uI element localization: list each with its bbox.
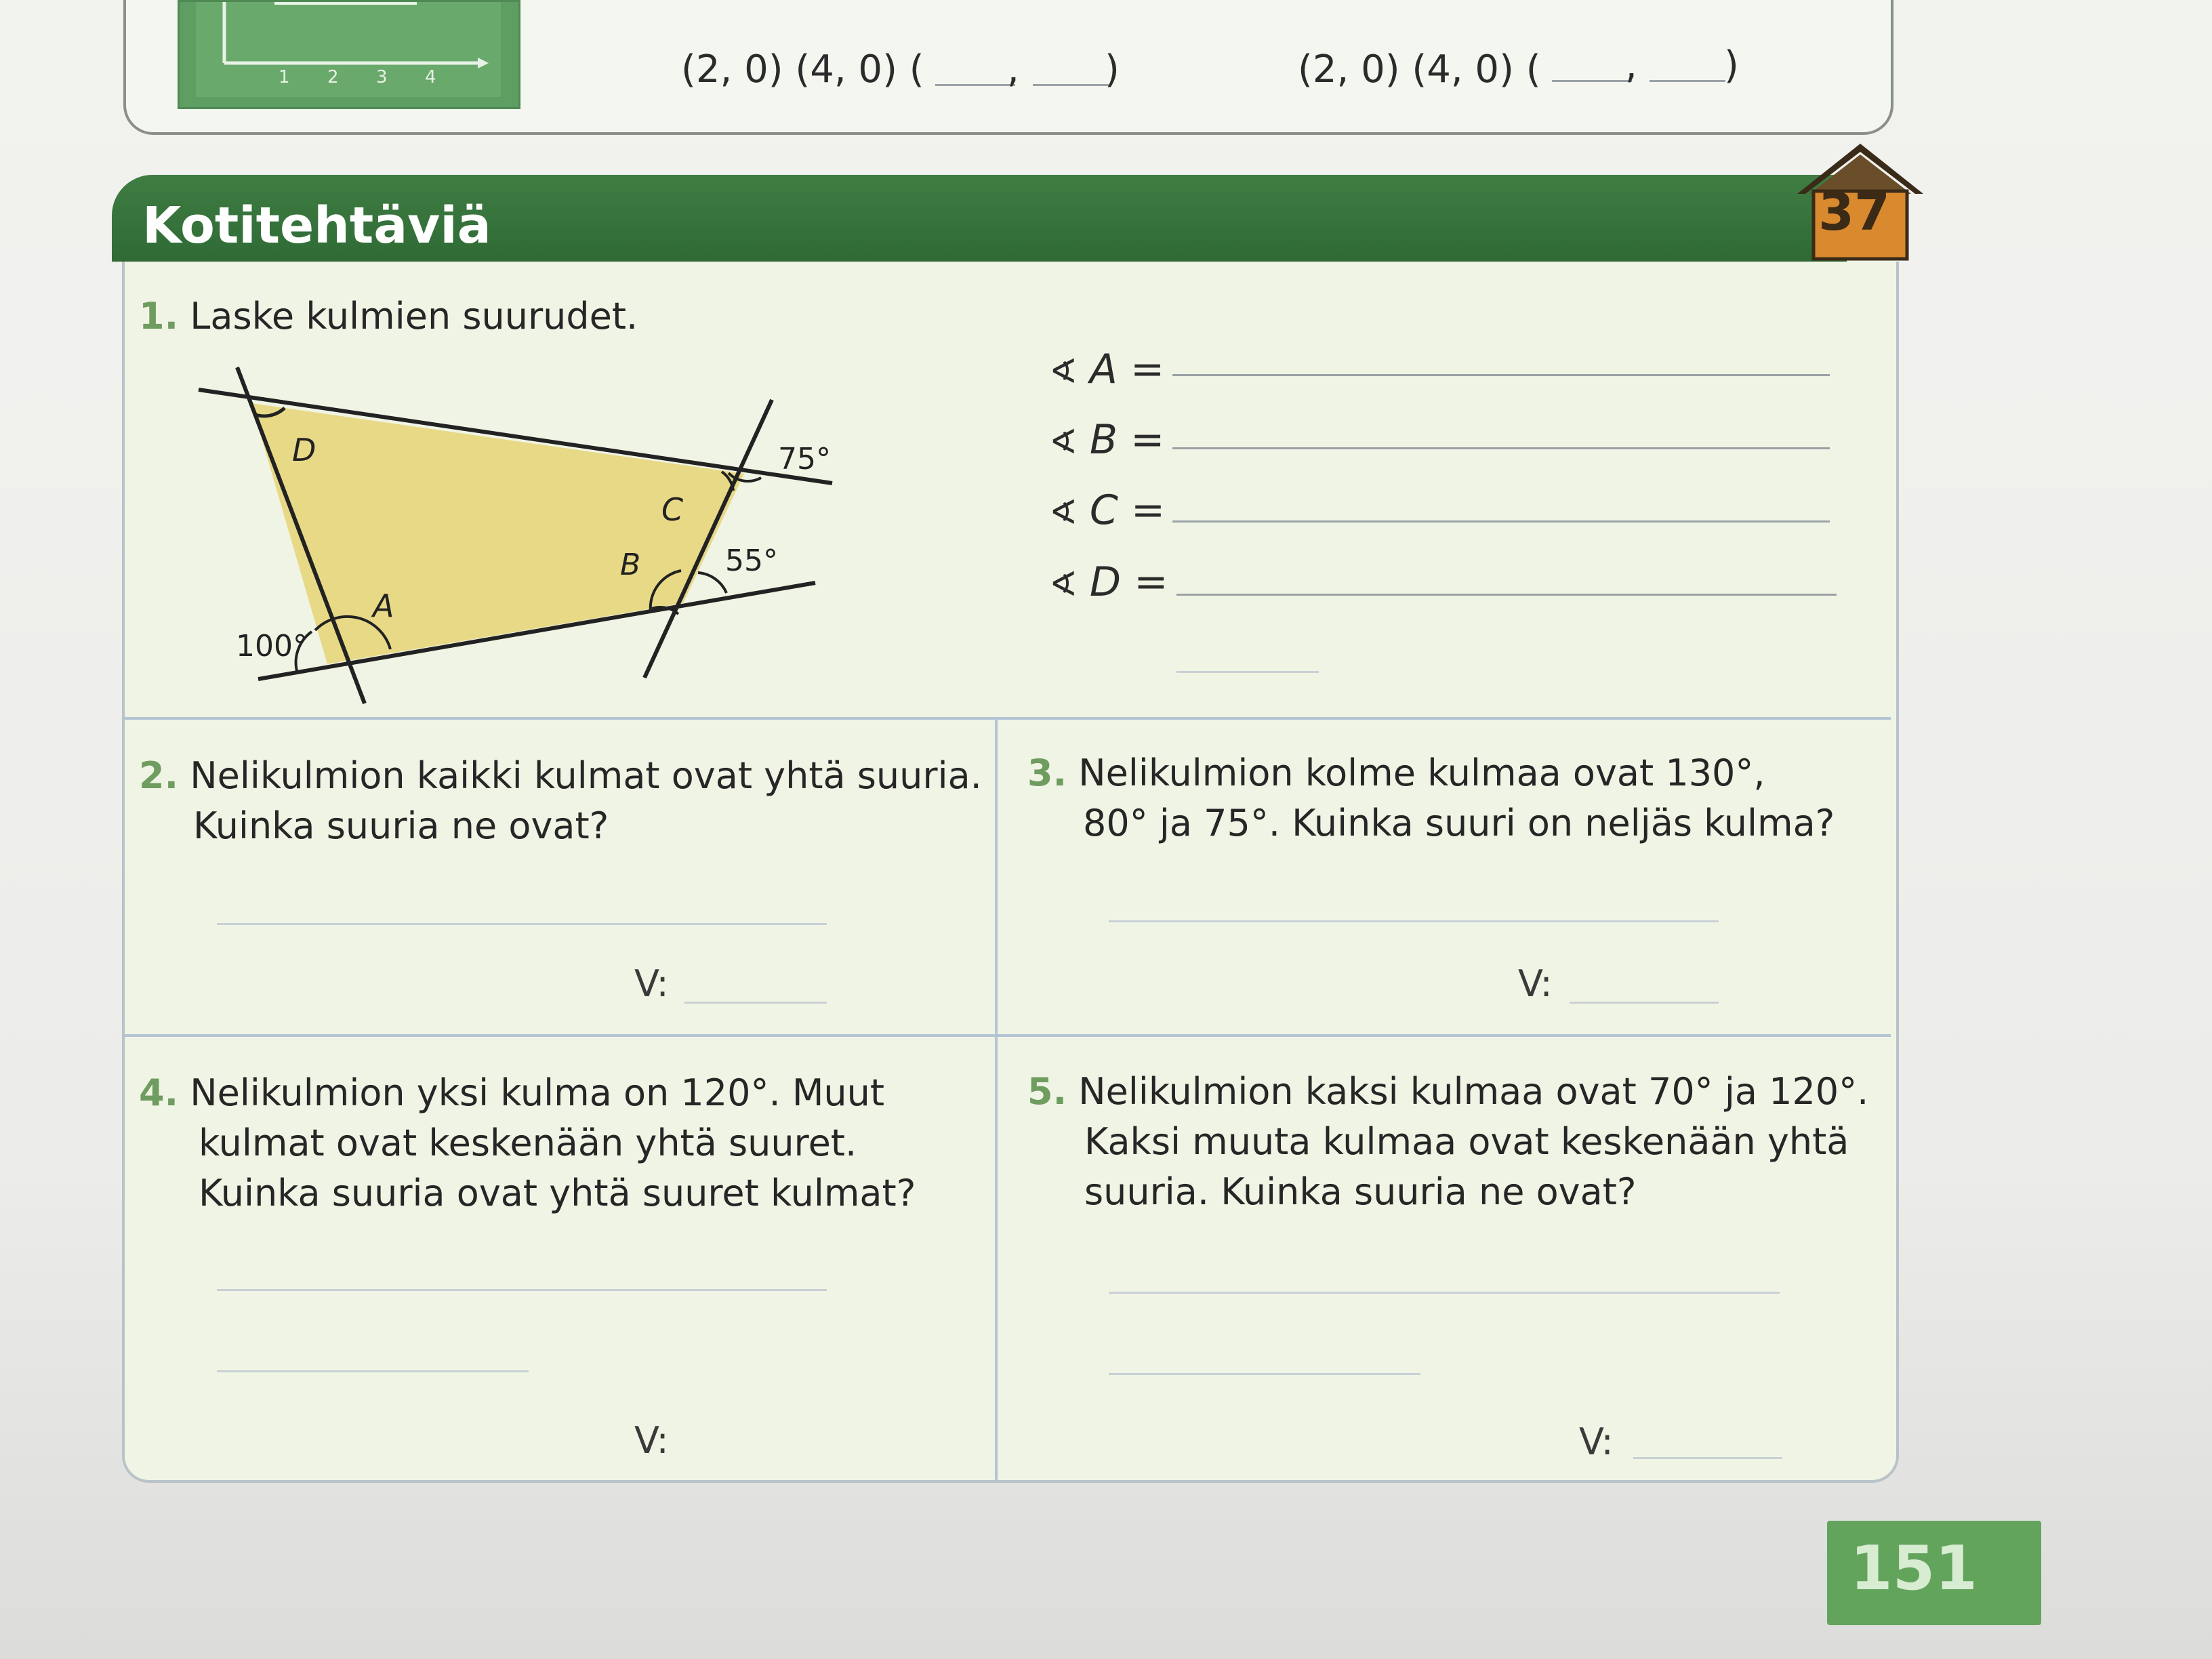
graph-tick: 4: [425, 67, 436, 87]
task-number: 2.: [139, 754, 179, 797]
graph-tick: 1: [279, 67, 290, 87]
angle-name: C: [1089, 487, 1118, 534]
work-line[interactable]: [1109, 1292, 1780, 1294]
divider: [125, 1034, 1891, 1037]
coord-close: ): [1724, 43, 1739, 87]
task-number: 4.: [139, 1071, 179, 1114]
coord-blank[interactable]: [1552, 80, 1632, 82]
answer-line-C[interactable]: [1172, 520, 1830, 523]
mini-graph-axes: [180, 2, 518, 107]
angle-icon: ∢: [1049, 565, 1078, 604]
work-line[interactable]: [1176, 671, 1319, 673]
task-text: Nelikulmion kaksi kulmaa ovat 70° ja 120°.: [1078, 1070, 1869, 1113]
task-text: kulmat ovat keskenään yhtä suuret.: [199, 1122, 857, 1164]
answer-label: V:: [1579, 1420, 1614, 1463]
task-text: 80° ja 75°. Kuinka suuri on neljäs kulma?: [1083, 802, 1835, 844]
label-C: C: [661, 491, 684, 528]
task-3-prompt: [1027, 748, 1835, 848]
task-text: Nelikulmion kolme kulmaa ovat 130°,: [1078, 752, 1765, 794]
coordinate-prompt-left: (2, 0) (4, 0) (: [681, 47, 924, 91]
angle-icon: ∢: [1049, 422, 1078, 462]
work-line[interactable]: [217, 1370, 529, 1372]
answer-angle-A: [1049, 346, 1164, 393]
section-title: Kotitehtäviä: [142, 197, 491, 255]
answer-line[interactable]: [684, 1002, 827, 1004]
task-1-prompt: [139, 291, 638, 342]
task-2-prompt: [139, 751, 982, 851]
task-number: 3.: [1027, 752, 1067, 794]
answer-line[interactable]: [1633, 1457, 1782, 1459]
page-number: 151: [1850, 1533, 1978, 1604]
coord-blank[interactable]: [1033, 84, 1109, 86]
answer-angle-B: [1049, 416, 1164, 464]
equals: =: [1134, 558, 1168, 606]
task-text: Kuinka suuria ne ovat?: [193, 804, 609, 847]
label-D: D: [292, 432, 316, 468]
graph-tick: 2: [327, 67, 339, 87]
angle-name: D: [1089, 558, 1122, 606]
work-line[interactable]: [1109, 1373, 1420, 1375]
graph-tick: 3: [376, 67, 388, 87]
angle-name: B: [1089, 416, 1118, 464]
mini-coordinate-graph: [178, 0, 520, 109]
equals: =: [1130, 487, 1166, 534]
task-text: suuria. Kuinka suuria ne ovat?: [1084, 1170, 1637, 1213]
angle-icon: ∢: [1049, 493, 1078, 532]
angle-name: A: [1089, 346, 1118, 393]
task-text: Kaksi muuta kulmaa ovat keskenään yhtä: [1084, 1120, 1849, 1163]
work-line[interactable]: [1109, 920, 1719, 922]
answer-angle-D: [1049, 558, 1168, 606]
work-line[interactable]: [217, 923, 827, 925]
angle-icon: ∢: [1049, 352, 1078, 391]
divider: [995, 718, 998, 1480]
answer-line-B[interactable]: [1172, 447, 1830, 449]
task-text: Kuinka suuria ovat yhtä suuret kulmat?: [199, 1172, 916, 1214]
coord-blank[interactable]: [1650, 80, 1725, 82]
label-A: A: [373, 588, 394, 624]
angle-75: 75°: [778, 442, 831, 476]
answer-line-A[interactable]: [1172, 374, 1830, 376]
work-line[interactable]: [217, 1289, 827, 1291]
task-5-prompt: [1027, 1067, 1868, 1217]
quadrilateral-diagram: [176, 352, 854, 718]
answer-label: V:: [1518, 962, 1553, 1005]
answer-angle-C: [1049, 487, 1165, 534]
coord-separator: ,: [1625, 43, 1637, 87]
coordinate-prompt-right: (2, 0) (4, 0) (: [1298, 47, 1541, 91]
angle-100: 100°: [236, 629, 308, 663]
task-4-prompt: [139, 1068, 916, 1218]
coord-blank[interactable]: [935, 84, 1015, 86]
homework-number-badge: 37: [1818, 182, 1890, 242]
task-text: Nelikulmion yksi kulma on 120°. Muut: [190, 1071, 885, 1114]
equals: =: [1130, 416, 1165, 464]
answer-line[interactable]: [1570, 1002, 1719, 1004]
coord-separator: ,: [1007, 47, 1019, 91]
task-number: 5.: [1027, 1070, 1067, 1113]
task-number: 1.: [139, 295, 179, 337]
answer-label: V:: [634, 1419, 669, 1462]
coord-close: ): [1105, 47, 1120, 91]
task-text: Laske kulmien suurudet.: [190, 295, 638, 337]
equals: =: [1130, 346, 1165, 393]
answer-label: V:: [634, 962, 669, 1005]
label-B: B: [620, 548, 641, 582]
answer-line-D[interactable]: [1176, 594, 1837, 596]
angle-55: 55°: [725, 544, 778, 578]
task-text: Nelikulmion kaikki kulmat ovat yhtä suuria.: [190, 754, 982, 797]
